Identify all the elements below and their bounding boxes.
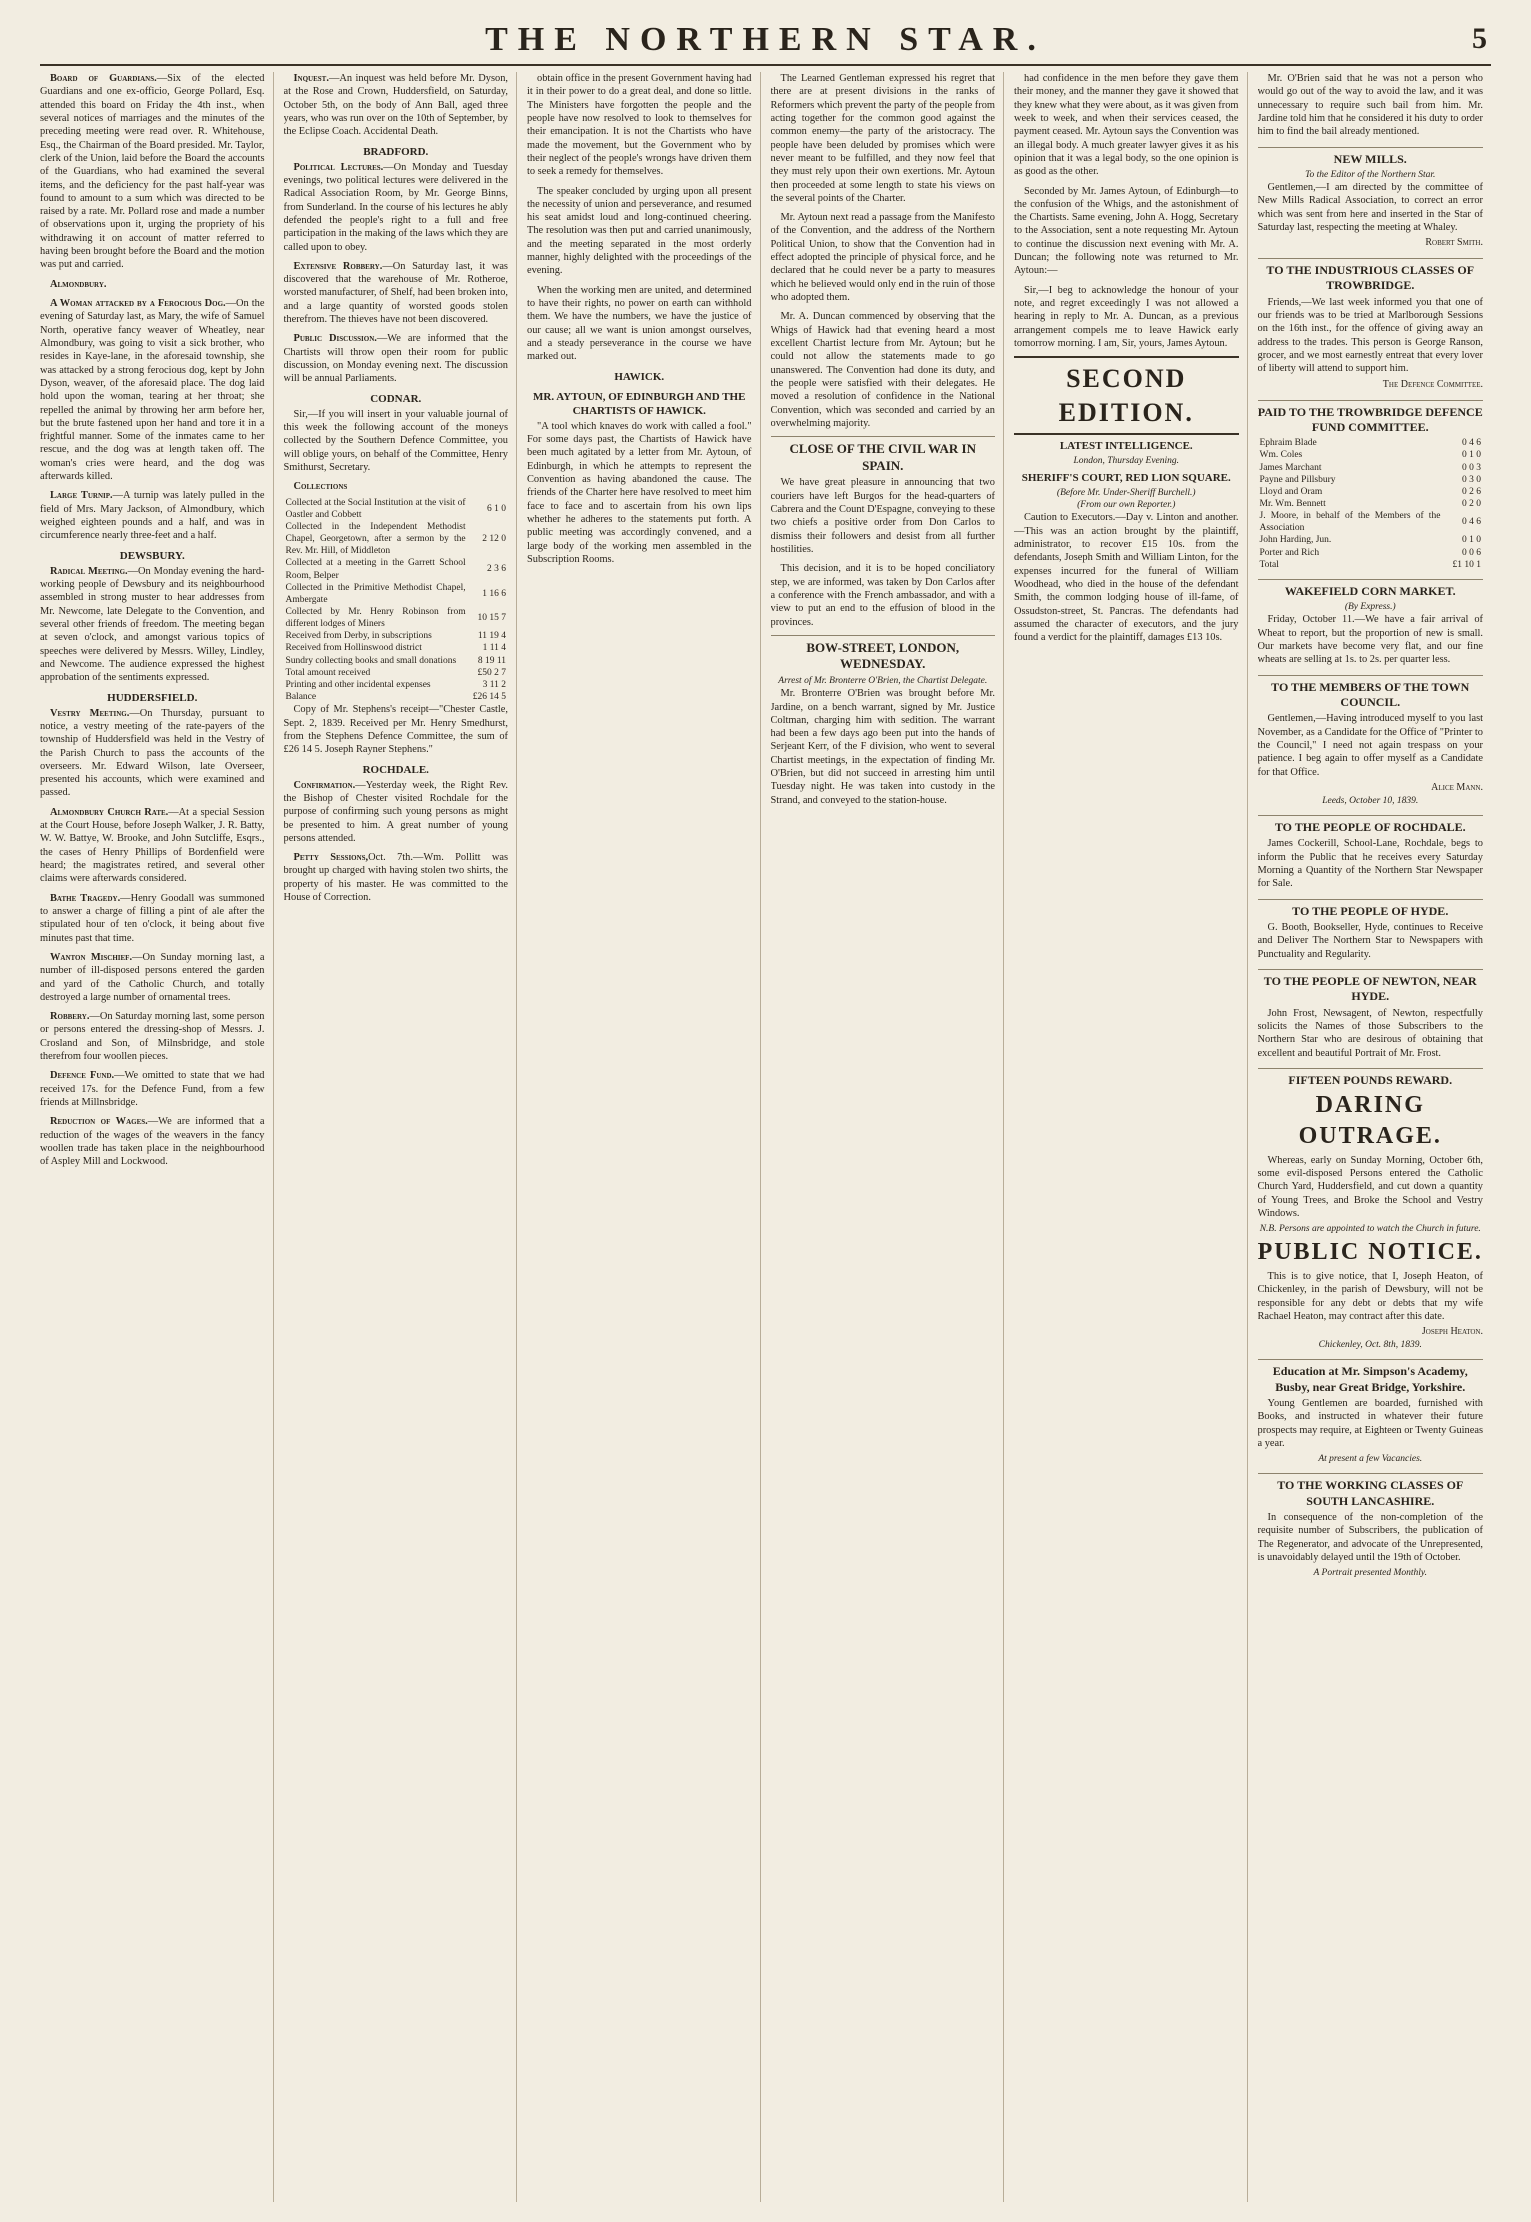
contributor-name: J. Moore, in behalf of the Members of the Association [1259,511,1441,534]
article [527,284,752,364]
article-text [527,420,752,566]
contributor-name: Total [1259,559,1279,570]
table-amount: £50 2 7 [477,667,506,678]
table-row [1258,534,1484,546]
latest-intelligence-heading: LATEST INTELLIGENCE. [1059,439,1193,452]
town-council-heading: TO THE MEMBERS OF THE TOWN COUNCIL. [1258,675,1484,711]
table-amount: 6 1 0 [487,503,506,514]
article [40,278,265,291]
contributor-name: Wm. Coles [1259,450,1303,461]
contribution-amount: 0 2 0 [1462,499,1481,510]
article-text [284,851,509,904]
article-text [40,707,265,800]
article-lead: Political Lectures. [293,161,384,173]
article [40,1115,265,1168]
table-label: Printing and other incidental expenses [285,679,431,690]
article-body: Sir,—If you will insert in your valuable journal of this week the following account of the moneys collected by the Southern Defence Committee, you will oblige yours, on behalf of the Committee, Henry Smithurst, Secretary. [283,408,508,473]
article-text [40,892,265,945]
article [284,763,509,846]
bow-street-heading: BOW-STREET, LONDON, WEDNESDAY. [771,635,996,673]
table-label: Total amount received [285,667,371,678]
article-text [527,72,752,179]
table-row [284,557,509,581]
article-text [527,284,752,364]
town-council-date: Leeds, October 10, 1839. [1322,795,1419,806]
article-body: We have great pleasure in announcing that two couriers have left Burgos for the head-quarters of Cabrera and the Count D'Espagne, conveying to these two chiefs a positive order from Don Carlos to dismiss their followers and desist from all further hostilities. [770,477,995,555]
article-body: The Learned Gentleman expressed his regret that there are at present divisions in the ranks of Reformers which prevent the party of the people from acting together for the common good against the common enemy—the party of the aristocracy. The people have been deluded by promises which were never meant to be fulfilled, and they now feel that they must rely upon their own exertions. Mr. Aytoun then proceeded at some length to state his views on the several points of the Charter. [770,73,995,204]
newspaper-title: THE NORTHERN STAR. [485,21,1046,58]
column-2 [284,72,518,2202]
outrage-note: N.B. Persons are appointed to watch the Church in future. [1259,1224,1481,1235]
obrien-text: Mr. O'Brien said that he was not a person who would go out of the way to avoid the law, and it was unnecessary to require such bail from him. Mr. Jardine told him that he considered it his duty to order him to find the bail already mentioned. [1257,73,1483,138]
article-text [40,1010,265,1063]
article-heading: ROCHDALE. [362,763,429,776]
article-text [284,703,509,756]
town-council-signature: Alice Mann. [1431,782,1483,793]
article-body: —On Thursday, pursuant to notice, a vestry meeting of the rate-payers of the township of Huddersfield was held in the Vestry of the Parish Church to pass the accounts of the overseers. Mr. Edward Wilson, late Overseer, presented his accounts, which were examined and passed. [40,707,265,799]
article [40,1069,265,1109]
article [40,1010,265,1063]
article-text [284,260,509,327]
contribution-amount: 0 2 6 [1462,486,1481,497]
contributor-name: James Marchant [1259,462,1322,473]
article [284,72,509,139]
article-heading: DEWSBURY. [119,549,185,562]
article-text [771,476,996,556]
academy-heading: Education at Mr. Simpson's Academy, Busby, near Great Bridge, Yorkshire. [1258,1359,1484,1395]
article-lead: Radical Meeting. [50,565,128,577]
public-notice-signature: Joseph Heaton. [1421,1326,1483,1338]
table-label: Balance [285,692,317,703]
article-text [40,1115,265,1168]
article [284,851,509,904]
working-classes-heading: TO THE WORKING CLASSES OF SOUTH LANCASHIRE. [1258,1473,1484,1509]
newspaper-columns [40,72,1491,2202]
article-heading: HUDDERSFIELD. [107,691,198,704]
defence-fund-heading: PAID TO THE TROWBRIDGE DEFENCE FUND COMMITTEE. [1258,400,1484,436]
article-text [1014,72,1239,179]
article-text [40,806,265,886]
defence-fund-table [1258,437,1484,571]
article [284,260,509,327]
contributor-name: Mr. Wm. Bennett [1259,499,1326,510]
trowbridge-text: Friends,—We last week informed you that one of our friends was to be tried at Marlborough Sessions on the 16th inst., for the offence of giving away an address to the trades. This person is George Ranson, grocer, and we most earnestly entreat that every lover of liberty will attend to support him. [1257,296,1483,375]
table-amount: 2 12 0 [482,534,506,545]
article-body: —On Monday evening the hard-working people of Dewsbury and its neighbourhood assembled in strong muster to hear addresses from Mr. Newcome, late Delegate to the Convention, and several other friends of freedom. The meeting began at seven o'clock, and amongst various topics of speeches were delivered by Messrs. Willey, Lindley, and Newcome. The audience expressed the highest approbation of the sentiments expressed. [40,565,265,684]
table-row [284,642,509,654]
table-label: Received from Hollinswood district [285,643,422,654]
table-row [1258,486,1484,498]
article [1014,72,1239,179]
table-label: Collected in the Primitive Methodist Chapel, Ambergate [285,582,466,605]
trowbridge-signature: The Defence Committee. [1382,378,1483,390]
column-6 [1258,72,1492,2202]
article [40,691,265,800]
contribution-amount: 0 4 6 [1462,438,1481,449]
article [284,332,509,385]
article-text [527,185,752,278]
article-lead: Robbery. [50,1011,90,1023]
article-body: had confidence in the men before they gave them their money, and the manner they gave it showed that they knew what they were about, as it was given from week to week, and when their services ceased, the payment ceased. Mr. Aytoun says the Convention was an illegal body. A much greater lawyer gives it as his opinion that it was a legal body, so the one opinion is as good as the other. [1014,73,1239,178]
article-body: The speaker concluded by urging upon all present the necessity of union and perseverance, and resumed his seat amidst loud and long-continued cheering. The resolution was then put and carried unanimously, and the meeting separated in the most orderly manner, highly delighted with the proceedings of the evening. [527,185,752,277]
new-mills-heading: NEW MILLS. [1258,147,1484,167]
article-body: —Yesterday week, the Right Rev. the Bishop of Chester visited Rochdale for the purpose of confirming such young persons as might be presented to him. A great number of young persons attended. [283,779,508,844]
bow-street-text: Mr. Bronterre O'Brien was brought before Mr. Jardine, on a bench warrant, signed by Mr. Justice Coltman, charging him with sedition. The warrant had been a few days ago been put into the hands of Serjeant Kerr, of the F division, who went to several Chartist meetings, in the expectation of finding Mr. O'Brien, but did not succeed in arresting him until Tuesday night. He was taken into custody in the Strand, and conveyed to the station-house. [770,688,995,806]
spain-heading: CLOSE OF THE CIVIL WAR IN SPAIN. [771,436,996,474]
article-body: When the working men are united, and determined to have their rights, no power on earth can withhold them. We have the numbers, we have the justice of our cause; all we want is union amongst ourselves, and a steady perseverance in the course we have marked out. [527,284,752,363]
article [527,390,752,567]
article-text [40,72,265,272]
article-body: "A tool which knaves do work with called a fool." For some days past, the Chartists of Hawick have been much agitated by a letter from Mr. Aytoun, of Edinburgh, in which he attempts to represent the Convention as having abandoned the cause. The friends of the Charter here have resolved to meet him face to face and to ascertain from his own lips whether he adheres to the statements put forth. A public meeting was accordingly convened, and a large body of the working men assembled in the Subscription Rooms. [527,420,752,565]
article-text [771,310,996,430]
table-amount: 2 3 6 [487,564,506,575]
article-lead: Petty Sessions, [293,852,369,864]
article-lead: Large Turnip. [50,490,113,502]
column-1 [40,72,274,2202]
wakefield-text: Friday, October 11.—We have a fair arrival of Wheat to report, but the proportion of new is small. Our markets have become very flat, and our fine wheats are selling at 1s. to 2s. per quarter less. [1257,614,1483,666]
article-body: —We are informed that a reduction of the wages of the weavers in the fancy woollen trade has taken place in the neighbourhood of Aspley Mill and Lockwood. [40,1116,265,1168]
table-label: Collected at the Social Institution at the visit of Oastler and Cobbett [285,497,466,520]
article-lead: Reduction of Wages. [50,1116,148,1128]
outrage-heading: DARING OUTRAGE. [1298,1092,1442,1149]
contribution-amount: 0 1 0 [1462,535,1481,546]
article [1014,511,1239,644]
article [1014,185,1239,278]
article [771,476,996,556]
newton-ad-heading: TO THE PEOPLE OF NEWTON, NEAR HYDE. [1258,969,1484,1005]
article-lead: Almondbury. [50,278,107,290]
contributor-name: Payne and Pillsbury [1259,474,1336,485]
table-amount: 11 19 4 [477,631,506,642]
contribution-amount: 0 0 3 [1462,462,1481,473]
article-text [284,72,509,139]
academy-text: Young Gentlemen are boarded, furnished with Books, and instructed in whatever their future prospects may require, at Eighteen or Twenty Guineas a year. [1257,1397,1483,1449]
table-amount: £26 14 5 [472,692,506,703]
table-label: Sundry collecting books and small donations [285,655,457,666]
article-body: —On Saturday morning last, some person or persons entered the dressing-shop of Messrs. J. Crosland and Son, of Milnsbridge, and stole therefrom four woollen pieces. [40,1011,265,1063]
article-body: This decision, and it is to be hoped conciliatory step, we are informed, was taken by Don Carlos after a conference with the French ambassador, and with a view to put an end to the effusion of blood in the provinces. [770,563,995,628]
article-lead: Almondbury Church Rate. [50,806,169,818]
contributor-name: Ephraim Blade [1259,438,1317,449]
contributor-name: Porter and Rich [1259,547,1320,558]
article-body: obtain office in the present Government having had it in their power to do a great deal, and done so little. The Ministers have forgotten the people and the people have now resolved to look to themselves for their emancipation. It is not the Chartists who have made the movement, but the Government who by their neglect of the people's wrongs have driven them to seek a remedy for themselves. [527,73,752,178]
article [771,211,996,304]
article [527,370,752,384]
article [527,185,752,278]
article-lead: Bathe Tragedy. [50,892,121,904]
article-body: —We are informed that the Chartists will throw open their room for public discussion, on Monday evening next. The discussion will be annual Parliaments. [283,333,508,385]
article-text [284,480,509,493]
table-amount: 1 11 4 [482,643,506,654]
table-amount: 8 19 11 [477,655,506,666]
article-text [284,332,509,385]
reward-heading: FIFTEEN POUNDS REWARD. [1258,1068,1484,1088]
table-label: Collected by Mr. Henry Robinson from different lodges of Miners [285,607,466,630]
article [284,145,509,254]
article-lead: A Woman attacked by a Ferocious Dog. [50,298,226,309]
table-row [284,606,509,630]
article-body: —A turnip was lately pulled in the field of Mrs. Mary Jackson, of Almondbury, which weighed eighteen pounds and a half, and was in circumference nearly three-feet and a half. [40,490,265,542]
article [40,297,265,483]
second-edition-heading: SECOND EDITION. [1014,356,1239,435]
article-lead: Collections [293,481,348,493]
article [1014,284,1239,351]
article-text [284,779,509,846]
rochdale-ad-heading: TO THE PEOPLE OF ROCHDALE. [1258,815,1484,835]
article-body: —On the evening of Saturday last, as Mary, the wife of Samuel North, operative fancy weaver of Wheatley, near Almondbury, was going to visit a sick brother, who resides in Kaye-lane, in the aforesaid township, she was attacked by a strong ferocious dog, kept by John Dyson, weaver, of the aforesaid place. The dog laid hold upon the woman, tearing at her throat; she repelled the animal by throwing her arm before her, but the brute fastened upon her hand and tore it in a frightful manner. Some of the inmates came to her rescue, and the dog was at length taken off. The woman's cries were heard, and the dog was afterwards killed. [40,298,265,483]
hyde-ad-text: G. Booth, Bookseller, Hyde, continues to Receive and Deliver The Northern Star to Newspapers with Punctuality and Regularity. [1257,921,1483,960]
article [40,489,265,542]
hyde-ad-heading: TO THE PEOPLE OF HYDE. [1258,899,1484,919]
article-body: —On Saturday last, it was discovered that the warehouse of Mr. Rotheroe, worsted manufacturer, of Shelf, had been broken into, and a large quantity of worsted goods stolen therefrom. The thieves have not been discovered. [283,260,508,326]
town-council-text: Gentlemen,—Having introduced myself to you last November, as a Candidate for the Office of "Printer to the Council," I need not again trespass on your patience. I beg again to offer myself as a Candidate for that Office. [1257,713,1483,778]
new-mills-signature: Robert Smith. [1425,237,1483,249]
working-classes-note: A Portrait presented Monthly. [1313,1568,1427,1579]
public-notice-heading: PUBLIC NOTICE. [1257,1239,1483,1266]
article-lead: Wanton Mischief. [50,951,133,963]
article-body: Seconded by Mr. James Aytoun, of Edinburgh—to the confusion of the Whigs, and the astonishment of the Chartists. Same evening, John A. Hogg, Secretary to the Association, sent a note requesting Mr. Aytoun to continue the discussion next evening with Mr. A. Duncan; the following note was returned to Mr. Aytoun:— [1014,185,1239,277]
contribution-amount: 0 4 6 [1462,517,1481,528]
contribution-amount: 0 3 0 [1462,474,1481,485]
court-subheading: (Before Mr. Under-Sheriff Burchell.) [1056,488,1196,499]
article [40,892,265,945]
article [284,392,509,475]
article-body: Mr. A. Duncan commenced by observing that the Whigs of Hawick had that evening heard a most excellent Chartist lecture from Mr. Aytoun; but he could not allow the statements made to go unanswered. The Convention had done its duty, and the people were satisfied with their delegates. He moved a resolution of confidence in the National Convention, which was seconded and carried by an overwhelming majority. [770,311,995,429]
contribution-amount: 0 0 6 [1462,547,1481,558]
article [40,549,265,685]
table-row [1258,437,1484,449]
column-5 [1014,72,1248,2202]
table-amount: 1 16 6 [482,588,506,599]
rochdale-ad-text: James Cockerill, School-Lane, Rochdale, begs to inform the Public that he receives every Saturday Morning a Quantity of the Northern Star Newspaper for Sale. [1257,838,1483,890]
table-row [284,630,509,642]
newton-ad-text: John Frost, Newsagent, of Newton, respectfully solicits the Names of those Subscribers to the Northern Star who are desirous of obtaining that excellent and beautiful Portrait of Mr. Frost. [1257,1007,1483,1059]
article-lead: Defence Fund. [50,1070,115,1082]
article-text [284,408,509,475]
contributor-name: John Harding, Jun. [1259,535,1332,546]
table-row [284,691,509,703]
new-mills-text: Gentlemen,—I am directed by the committee of New Mills Radical Association, to correct an error which was sent from here and inserted in the Star of Saturday last, respecting the meeting at Whaley. [1257,182,1483,234]
masthead [40,18,1491,62]
table-amount: 3 11 2 [482,679,506,690]
table-amount: 10 15 7 [477,613,506,624]
new-mills-subheading: To the Editor of the Northern Star. [1305,169,1436,180]
table-label: Collected at a meeting in the Garrett School Room, Belper [285,558,466,581]
sheriffs-court-heading: SHERIFF'S COURT, RED LION SQUARE. [1021,472,1231,485]
masthead-rule [40,64,1491,66]
article-heading: HAWICK. [614,370,665,383]
academy-note: At present a few Vacancies. [1318,1454,1423,1465]
article-lead: Public Discussion. [293,333,377,345]
column-4 [771,72,1005,2202]
article-text [40,1069,265,1109]
article-text [40,951,265,1004]
table-row [1258,449,1484,461]
article [40,806,265,886]
wakefield-subheading: (By Express.) [1344,602,1396,613]
article-heading: MR. AYTOUN, OF EDINBURGH AND THE CHARTISTS OF HAWICK. [533,390,746,417]
article-body: Caution to Executors.—Day v. Linton and another.—This was an action brought by the plaintiff, administrator, to recover £15 10s. from the defendants, Joseph Smith and William Linton, for the expenses incurred for the funeral of William Woodhead, who died in the house of the defendant Smith, the common lodging house of ill-fame, of Ossudston-street, St. Pancras. The defendants had assumed the character of executors, and the jury found a verdict for the plaintiff, damages £13 10s. [1014,512,1239,644]
article-body: —An inquest was held before Mr. Dyson, at the Rose and Crown, Huddersfield, on Saturday, October 5th, on the body of Ann Ball, aged three years, who was run over on the 10th of September, by the Eclipse Coach. Accidental Death. [283,73,508,138]
article-body: Sir,—I beg to acknowledge the honour of your note, and regret exceedingly I was not allowed a hearing in reply to Mr. A. Duncan, as a previous arrangement compels me to leave Hawick early tomorrow morning. I am, Sir, yours, James Aytoun. [1014,284,1239,349]
subscription-table [284,497,509,704]
article-text [40,297,265,483]
table-row [1258,510,1484,534]
trowbridge-heading: TO THE INDUSTRIOUS CLASSES OF TROWBRIDGE. [1258,258,1484,294]
article-text [1014,511,1239,644]
bow-street-subheading: Arrest of Mr. Bronterre O'Brien, the Chartist Delegate. [778,676,988,687]
table-row [1258,474,1484,486]
table-row [1258,498,1484,510]
working-classes-text: In consequence of the non-completion of the requisite number of Subscribers, the publication of The Regenerator, and advocate of the Unrepresented, is unavoidably delayed until the 19th of October. [1257,1512,1483,1564]
page-number: 5 [1472,22,1487,55]
article-body: Mr. Aytoun next read a passage from the Manifesto of the Convention, and the address of the Northern Political Union, to show that the Convention had in effect adopted the principle of physical force, and he declared that he could never be a party to measures which he believed would only end in the ruin of those who adopted them. [770,212,995,303]
column-3 [527,72,761,2202]
article-text [1014,185,1239,278]
table-row [284,521,509,557]
article-body: Oct. 7th.—Wm. Pollitt was brought up charged with having stolen two shirts, the property of his master. He was committed to the House of Correction. [283,852,508,904]
table-row [1258,462,1484,474]
article-text [771,211,996,304]
contribution-amount: £1 10 1 [1452,559,1481,570]
public-notice-date: Chickenley, Oct. 8th, 1839. [1318,1340,1422,1351]
article-text [284,161,509,254]
article-body: —We omitted to state that we had received 17s. for the Defence Fund, from a few friends at Millnsbridge. [40,1070,265,1109]
table-row [1258,547,1484,559]
article-text [1014,284,1239,351]
article-body: —Six of the elected Guardians and one ex-officio, George Pollard, Esq. attended this board on Friday the 4th inst., when several notices of marriages and the minutes of the preceding meeting were read over. R. Whitehouse, Esq., the Chairman of the Board presided. Mr. Taylor, clerk of the Union, laid before the Board the accounts of the Guardians, who had examined the several items, and the deficiency for the past half-year was found to amount to a sum which was directed to be raised by a rate. Mr. Pollard rose and made a number of observations upon it, urging the propriety of his withdrawing it on account of matter referred to having been brought before the Board and the motion was put and carried. [40,73,265,271]
table-row [1258,559,1484,571]
article-heading: CODNAR. [370,392,422,405]
outrage-text: Whereas, early on Sunday Morning, October 6th, some evil-disposed Persons entered the Catholic Church Yard, Huddersfield, and cut down a quantity of Young Trees, and Broke the School and Vestry Windows. [1257,1154,1483,1219]
article-body: —On Sunday morning last, a number of ill-disposed persons entered the garden and yard of the Catholic Church, and totally destroyed a large number of ornamental trees. [40,951,265,1003]
contribution-amount: 0 1 0 [1462,450,1481,461]
table-label: Received from Derby, in subscriptions [285,631,432,642]
table-row [284,655,509,667]
table-row [284,679,509,691]
article-text [40,278,265,291]
article-heading: BRADFORD. [363,145,429,158]
article [284,480,509,756]
contributor-name: Lloyd and Oram [1259,486,1323,497]
article-text [771,72,996,205]
article-lead: Inquest. [293,73,329,84]
article-body: —Henry Goodall was summoned to answer a charge of filling a pint of ale after the stipulated hour of ten o'clock, it being about five minutes past that time. [40,892,265,944]
wakefield-heading: WAKEFIELD CORN MARKET. [1258,579,1484,599]
dateline: London, Thursday Evening. [1073,455,1180,466]
article-lead: Extensive Robbery. [293,260,383,272]
article-text [40,565,265,685]
article [40,951,265,1004]
article [771,72,996,205]
article-text [40,489,265,542]
article [771,562,996,629]
article [527,72,752,179]
article [40,72,265,272]
table-row [284,497,509,521]
article-lead: Board of Guardians. [50,73,157,84]
article-body: Copy of Mr. Stephens's receipt—"Chester Castle, Sept. 2, 1839. Received per Mr. Henry Smedhurst, from the Stephens Defence Committee, the sum of £26 14 5. Joseph Rayner Stephens." [283,704,508,756]
article-lead: Vestry Meeting. [50,707,130,719]
court-source: (From our own Reporter.) [1077,500,1176,511]
table-row [284,582,509,606]
table-label: Collected in the Independent Methodist Chapel, Georgetown, after a sermon by the Rev. Mr. Hill, of Middleton [285,521,466,557]
public-notice-text: This is to give notice, that I, Joseph Heaton, of Chickenley, in the parish of Dewsbury, will not be responsible for any debt or debts that my wife Rachael Heaton, may contract after this date. [1257,1271,1483,1322]
article-text [771,562,996,629]
article-body: —At a special Session at the Court House, before Joseph Walker, J. R. Batty, W. W. Battye, W. Brooke, and John Sutcliffe, Esqrs., the cases of Henry Phillips of Bordenfield were heard; the magistrates retired, and several other claims were afterwards considered. [40,806,265,885]
article-body: —On Monday and Tuesday evenings, two political lectures were delivered in the Radical Association Room, by Mr. George Binns, from Sunderland. In the course of his lectures he ably defended the people's right to a full and free participation in the making of the laws which they are called upon to obey. [283,161,508,253]
article [771,310,996,430]
table-row [284,667,509,679]
article-lead: Confirmation. [293,779,356,791]
